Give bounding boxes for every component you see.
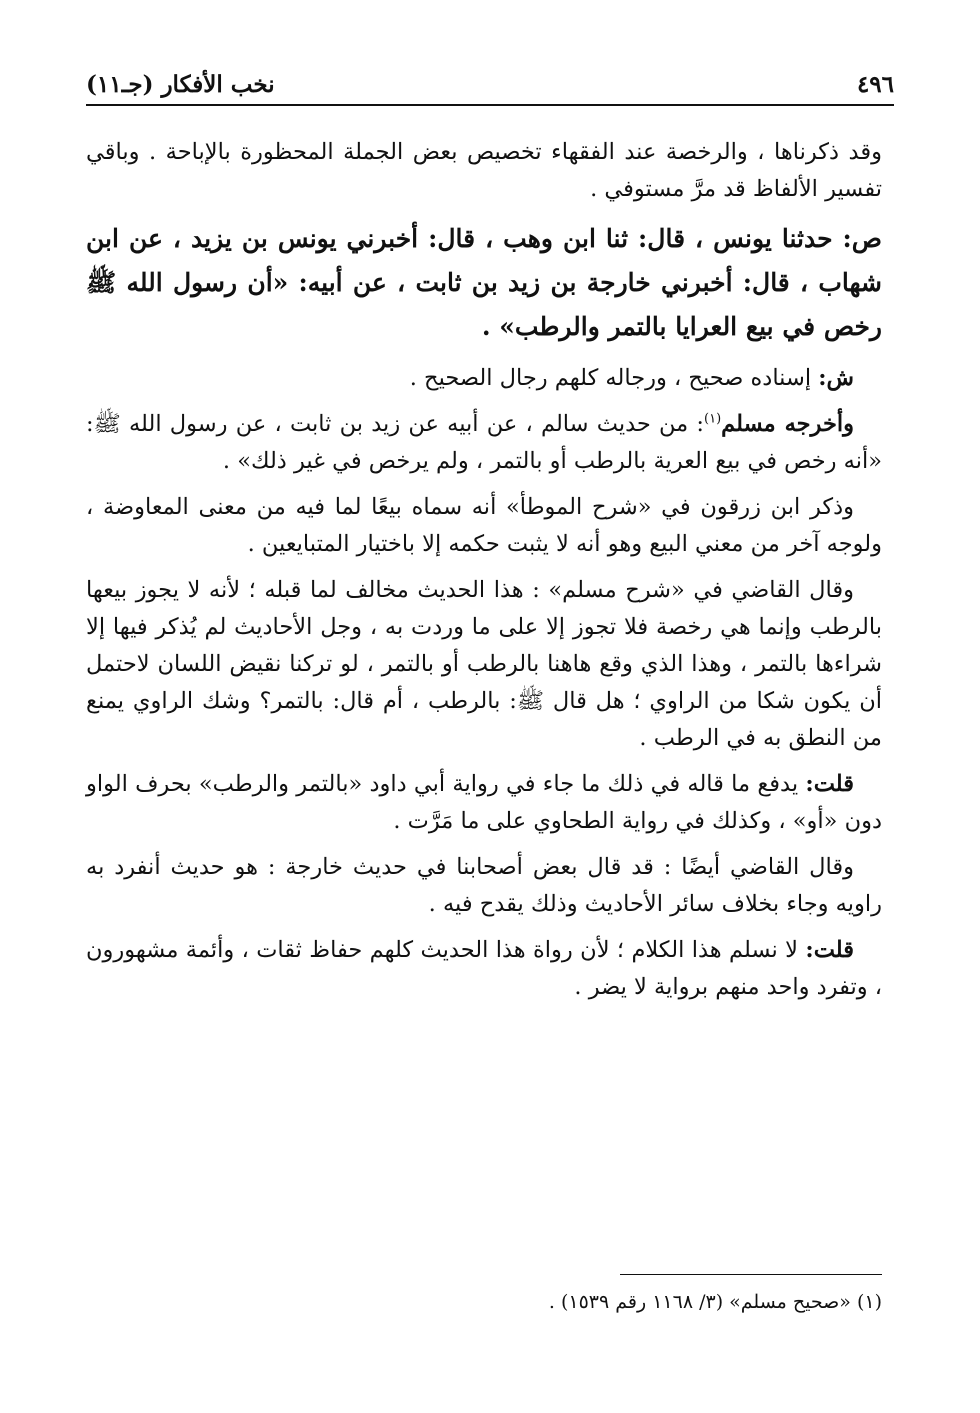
paragraph-qadi: وقال القاضي في «شرح مسلم» : هذا الحديث مخالف لما قبله ؛ لأنه لا يجوز بيعها بالرطب وإنما هي رخصة فلا تجوز إلا على ما وردت به ، وجل الأحاديث لم يُذكر فيها إلا شراءها بالتمر ، وهذا الذي وقع هاهنا بالرطب أو بالتمر ، لو تركنا نقيض اللسان لاحتمل أن يكون شكا من الراوي ؛ هل قال ﷺ: بالرطب ، أم قال: بالتمر؟ وشك الراوي يمنع من النطق به في الرطب . <box>86 577 882 751</box>
page-number: ٤٩٦ <box>856 71 894 98</box>
qultu-text-2: لا نسلم هذا الكلام ؛ لأن رواة هذا الحديث كلهم حفاظ ثقات ، وأئمة مشهورون ، وتفرد واحد منهم برواية لا يضر . <box>86 937 882 1000</box>
paragraph-sharh <box>86 360 882 397</box>
footnote-ref: (١) <box>704 411 722 427</box>
book-title: نخب الأفكار (جـ١١) <box>86 71 275 98</box>
footnote-divider <box>620 1274 882 1275</box>
running-header <box>86 58 894 98</box>
muslim-lead: وأخرجه مسلم <box>721 411 854 437</box>
paragraph-1: وقد ذكرناها ، والرخصة عند الفقهاء تخصيص بعض الجملة المحظورة بالإباحة . وباقي تفسير الألفاظ قد مرَّ مستوفي . <box>86 139 882 202</box>
paragraph-muslim <box>86 406 882 480</box>
hadith-text: ص: حدثنا يونس ، قال: ثنا ابن وهب ، قال: أخبرني يونس بن يزيد ، عن ابن شهاب ، قال: أخبرني خارجة بن زيد بن ثابت ، عن أبيه: «أن رسول الله ﷺ رخص في بيع العرايا بالتمر والرطب» . <box>86 224 882 341</box>
muslim-text: : من حديث سالم ، عن أبيه عن زيد بن ثابت ، عن رسول الله ﷺ: «أنه رخص في بيع العرية بالرطب أو بالتمر ، ولم يرخص في غير ذلك» . <box>86 411 882 474</box>
paragraph-qultu-2 <box>86 932 882 1006</box>
paragraph-zarqun: وذكر ابن زرقون في «شرح الموطأ» أنه سماه بيعًا لما فيه من معنى المعاوضة ، ولوجه آخر من معني البيع وهو أنه لا يثبت حكمه إلا باختيار المتبايعين . <box>86 494 882 557</box>
footnote: (١) «صحيح مسلم» (٣/ ١١٦٨ رقم ١٥٣٩) . <box>548 1291 882 1313</box>
sharh-marker: ش: <box>818 365 854 391</box>
header-divider <box>86 104 894 106</box>
qultu-marker-2: قلت: <box>805 937 854 963</box>
qultu-text-1: يدفع ما قاله في ذلك ما جاء في رواية أبي داود «بالتمر والرطب» بحرف الواو دون «أو» ، وكذلك في رواية الطحاوي على ما مَرَّت . <box>86 771 882 834</box>
paragraph-qultu-1 <box>86 766 882 840</box>
paragraph-qadi-2: وقال القاضي أيضًا : قد قال بعض أصحابنا في حديث خارجة : هو حديث أنفرد به راويه وجاء بخلاف سائر الأحاديث وذلك يقدح فيه . <box>86 854 882 917</box>
qultu-marker-1: قلت: <box>805 771 854 797</box>
main-text <box>86 134 882 1015</box>
sharh-text: إسناده صحيح ، ورجاله كلهم رجال الصحيح . <box>409 365 819 391</box>
